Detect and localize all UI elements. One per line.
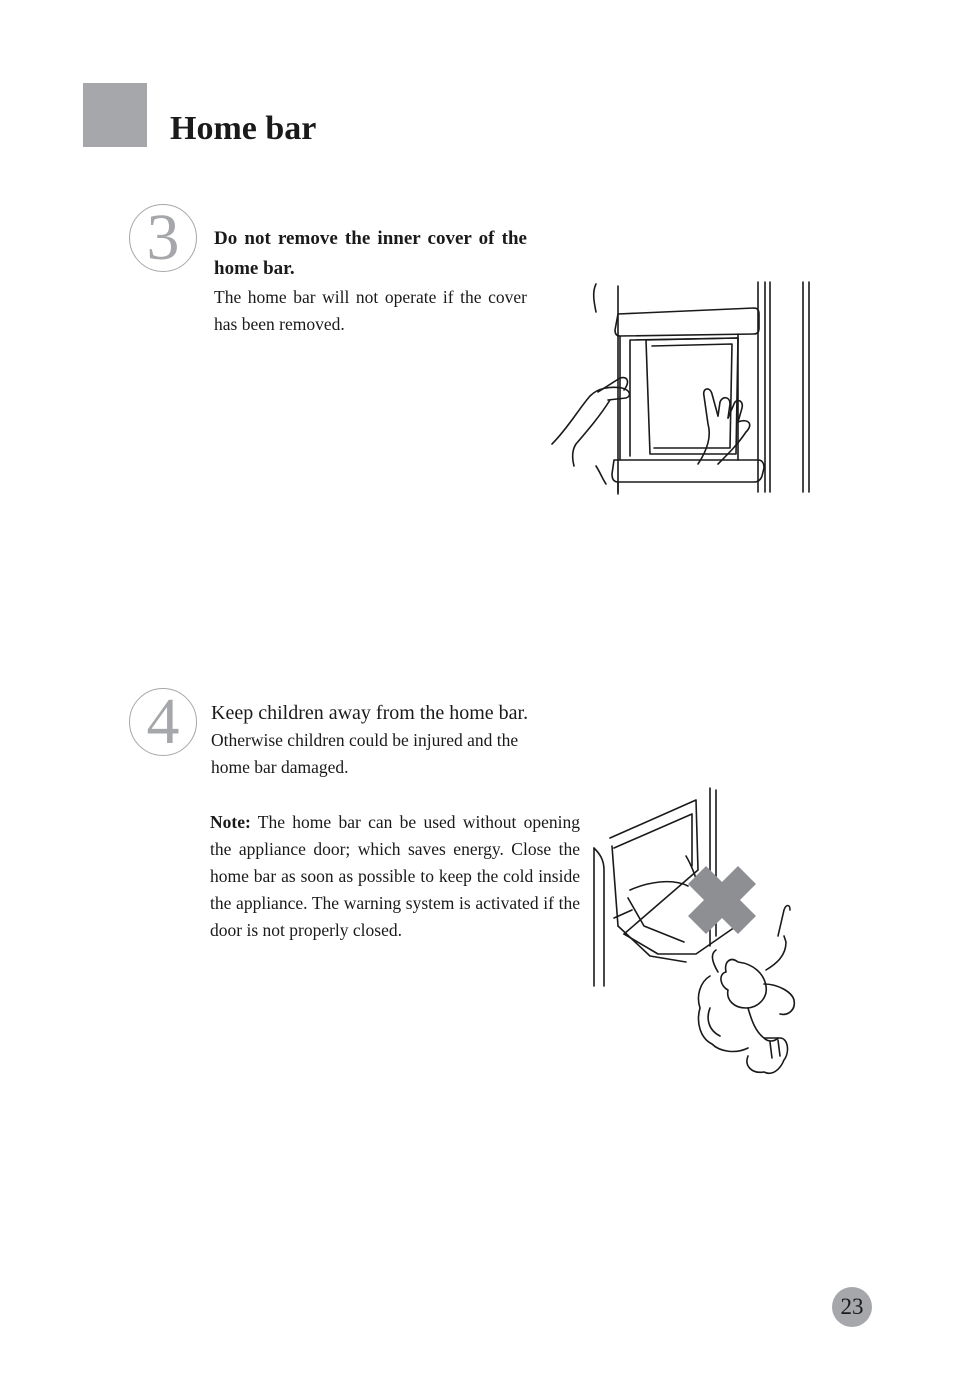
step-3-badge — [129, 201, 197, 274]
step-4-badge — [129, 685, 197, 758]
step-3-number: 3 — [146, 201, 180, 274]
step-4-note — [210, 809, 580, 944]
page-number-badge — [832, 1287, 872, 1327]
step-3-text — [214, 224, 527, 338]
header-square — [83, 83, 147, 147]
step-4-body: Otherwise children could be injured and the home bar damaged. — [211, 730, 519, 777]
step-4-heading: Keep children away from the home bar. — [211, 702, 529, 724]
step-3-heading: Do not remove the inner cover of the home bar. — [214, 228, 527, 279]
hands-removing-cover-illustration — [548, 278, 814, 498]
step-3-body: The home bar will not operate if the cover has been removed. — [214, 287, 527, 334]
step-4-text — [211, 699, 581, 781]
note-text: The home bar can be used without opening the appliance door; which saves energy. Close the home bar as soon as possible to keep the cold inside the appliance. The warning system is activated if the door is not properly closed. — [210, 812, 580, 940]
page-number: 23 — [840, 1294, 864, 1319]
page-title: Home bar — [170, 110, 317, 147]
note-label: Note: — [210, 812, 251, 832]
child-at-home-bar-prohibited-illustration — [588, 786, 804, 1082]
step-4-number: 4 — [146, 685, 180, 758]
prohibition-x-icon — [688, 866, 756, 934]
